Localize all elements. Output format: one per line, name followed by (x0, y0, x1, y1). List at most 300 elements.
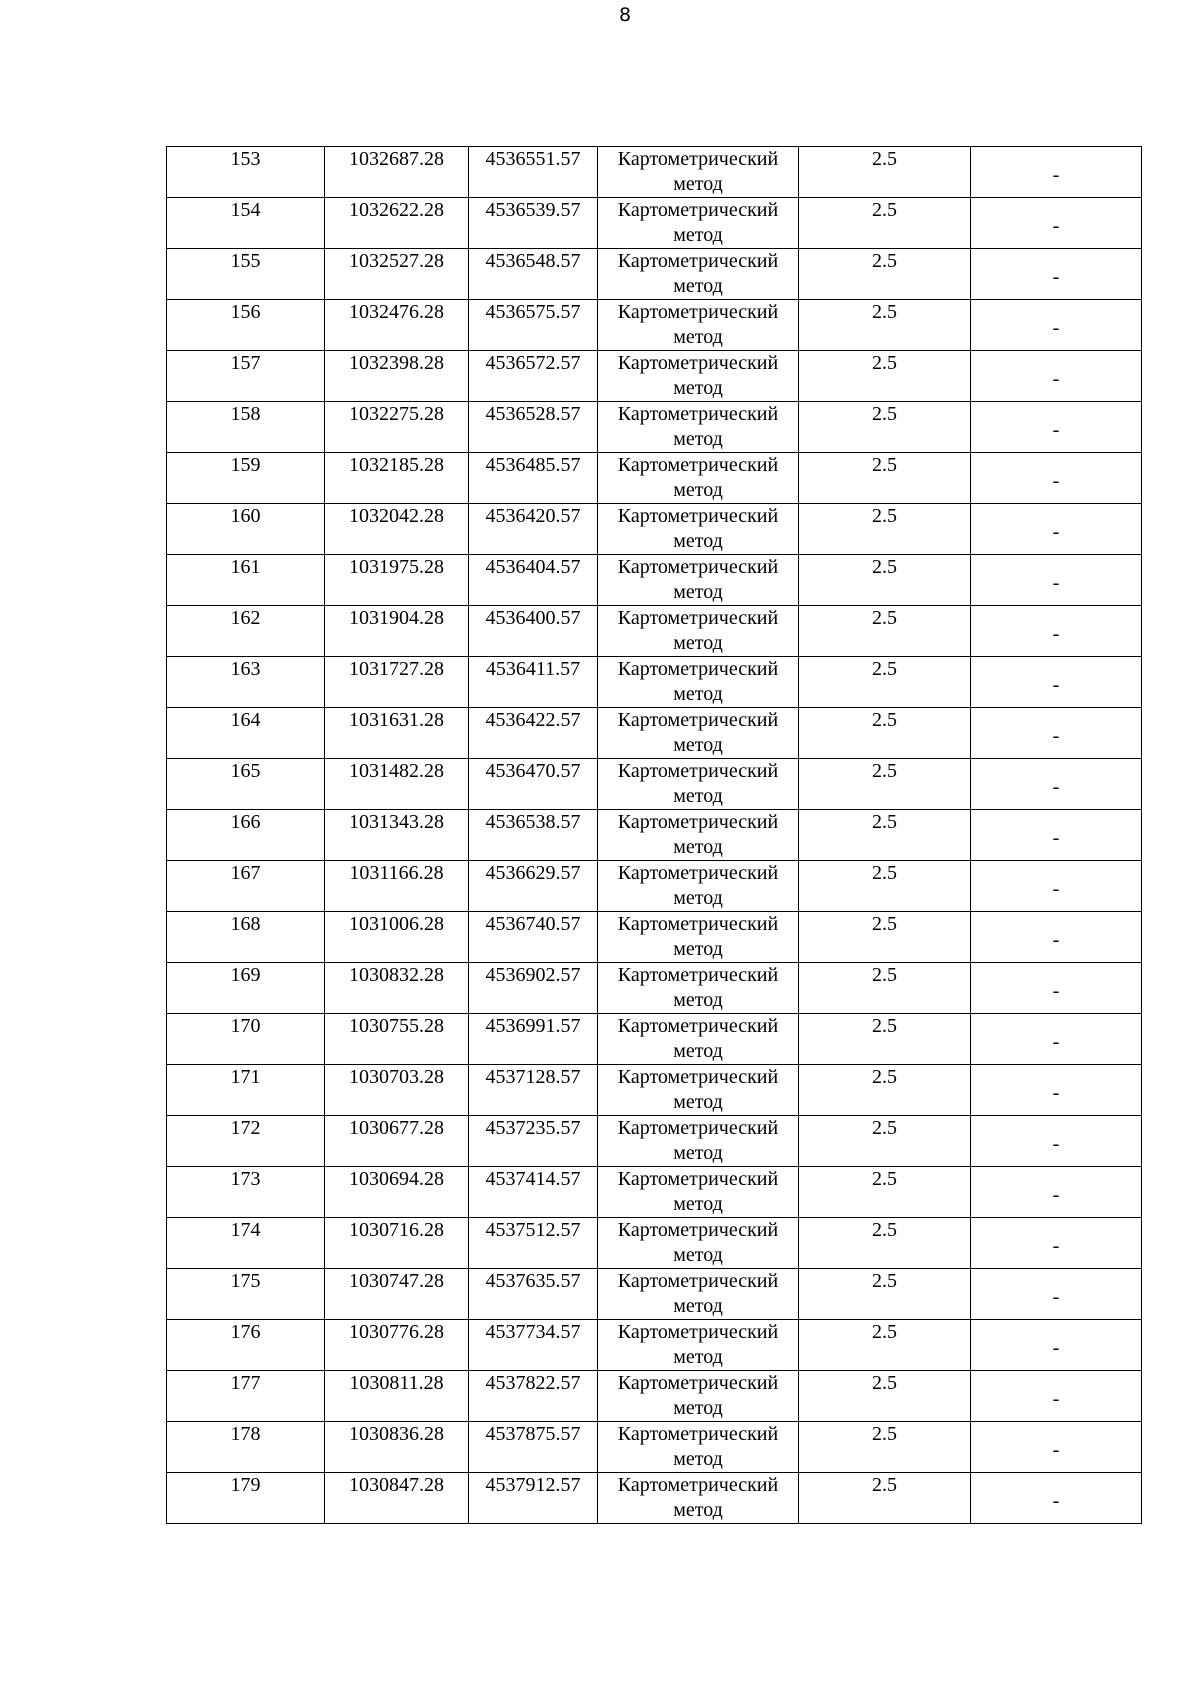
y-text: 4536538.57 (485, 811, 581, 833)
table-row (167, 1371, 1142, 1422)
num-text: 171 (230, 1066, 261, 1088)
accuracy-text: 2.5 (872, 964, 897, 986)
point-number-cell (167, 504, 325, 555)
num-text: 160 (230, 505, 261, 527)
x-coordinate-cell (325, 1014, 469, 1065)
point-number-cell (167, 300, 325, 351)
accuracy-text: 2.5 (872, 403, 897, 425)
num-text: 177 (230, 1372, 261, 1394)
point-number-cell (167, 351, 325, 402)
num-text: 164 (230, 709, 261, 731)
num-text: 153 (230, 148, 261, 170)
table-row (167, 249, 1142, 300)
y-coordinate-cell (469, 198, 598, 249)
accuracy-text: 2.5 (872, 913, 897, 935)
method-text: Картометрический метод (617, 760, 779, 807)
y-text: 4536575.57 (485, 301, 581, 323)
method-cell (598, 402, 799, 453)
y-coordinate-cell (469, 1269, 598, 1320)
y-text: 4537912.57 (485, 1474, 581, 1496)
method-cell (598, 1422, 799, 1473)
table-row (167, 1269, 1142, 1320)
note-cell (971, 198, 1142, 249)
accuracy-text: 2.5 (872, 1372, 897, 1394)
x-text: 1032042.28 (349, 505, 444, 527)
num-text: 154 (230, 199, 261, 221)
note-cell (971, 1065, 1142, 1116)
table-row (167, 912, 1142, 963)
note-text: - (1052, 469, 1060, 492)
num-text: 169 (230, 964, 261, 986)
note-cell (971, 453, 1142, 504)
x-coordinate-cell (325, 147, 469, 198)
x-text: 1032185.28 (349, 454, 444, 476)
method-text: Картометрический метод (617, 1423, 779, 1470)
accuracy-cell (799, 249, 971, 300)
num-text: 161 (230, 556, 261, 578)
method-text: Картометрический метод (617, 352, 779, 399)
x-coordinate-cell (325, 504, 469, 555)
method-cell (598, 810, 799, 861)
accuracy-cell (799, 657, 971, 708)
note-text: - (1052, 1438, 1060, 1461)
accuracy-cell (799, 810, 971, 861)
accuracy-cell (799, 708, 971, 759)
table-row (167, 351, 1142, 402)
y-text: 4537635.57 (485, 1270, 581, 1292)
point-number-cell (167, 708, 325, 759)
method-text: Картометрический метод (617, 862, 779, 909)
table-row (167, 504, 1142, 555)
y-text: 4536740.57 (485, 913, 581, 935)
table-row (167, 147, 1142, 198)
method-text: Картометрический метод (617, 250, 779, 297)
table-row (167, 1422, 1142, 1473)
y-coordinate-cell (469, 912, 598, 963)
num-text: 159 (230, 454, 261, 476)
y-coordinate-cell (469, 402, 598, 453)
point-number-cell (167, 1473, 325, 1524)
note-cell (971, 147, 1142, 198)
accuracy-cell (799, 1371, 971, 1422)
note-text: - (1052, 1030, 1060, 1053)
x-text: 1032687.28 (349, 148, 444, 170)
point-number-cell (167, 198, 325, 249)
method-text: Картометрический метод (617, 1015, 779, 1062)
num-text: 166 (230, 811, 261, 833)
num-text: 178 (230, 1423, 261, 1445)
x-coordinate-cell (325, 657, 469, 708)
note-cell (971, 504, 1142, 555)
x-text: 1031904.28 (349, 607, 444, 629)
point-number-cell (167, 759, 325, 810)
method-text: Картометрический метод (617, 1219, 779, 1266)
table-row (167, 1065, 1142, 1116)
num-text: 179 (230, 1474, 261, 1496)
y-text: 4536902.57 (485, 964, 581, 986)
note-cell (971, 1422, 1142, 1473)
x-text: 1031631.28 (349, 709, 444, 731)
table-row (167, 300, 1142, 351)
point-number-cell (167, 402, 325, 453)
note-text: - (1052, 826, 1060, 849)
y-coordinate-cell (469, 453, 598, 504)
table-row (167, 708, 1142, 759)
y-text: 4536539.57 (485, 199, 581, 221)
y-text: 4536420.57 (485, 505, 581, 527)
method-cell (598, 759, 799, 810)
accuracy-cell (799, 1473, 971, 1524)
x-coordinate-cell (325, 963, 469, 1014)
x-coordinate-cell (325, 1422, 469, 1473)
table-row (167, 198, 1142, 249)
x-text: 1030747.28 (349, 1270, 444, 1292)
y-text: 4537875.57 (485, 1423, 581, 1445)
note-text: - (1052, 571, 1060, 594)
y-coordinate-cell (469, 606, 598, 657)
point-number-cell (167, 1422, 325, 1473)
note-text: - (1052, 1387, 1060, 1410)
y-coordinate-cell (469, 1116, 598, 1167)
accuracy-text: 2.5 (872, 760, 897, 782)
note-cell (971, 1218, 1142, 1269)
table-row (167, 963, 1142, 1014)
method-text: Картометрический метод (617, 148, 779, 195)
table-row (167, 606, 1142, 657)
y-coordinate-cell (469, 759, 598, 810)
note-text: - (1052, 214, 1060, 237)
x-text: 1030677.28 (349, 1117, 444, 1139)
num-text: 174 (230, 1219, 261, 1241)
note-cell (971, 300, 1142, 351)
method-text: Картометрический метод (617, 1168, 779, 1215)
y-coordinate-cell (469, 351, 598, 402)
y-coordinate-cell (469, 1371, 598, 1422)
point-number-cell (167, 1014, 325, 1065)
table-row (167, 1014, 1142, 1065)
accuracy-cell (799, 351, 971, 402)
y-coordinate-cell (469, 1065, 598, 1116)
accuracy-cell (799, 504, 971, 555)
method-cell (598, 147, 799, 198)
point-number-cell (167, 147, 325, 198)
method-text: Картометрический метод (617, 964, 779, 1011)
accuracy-cell (799, 300, 971, 351)
method-cell (598, 861, 799, 912)
y-text: 4536572.57 (485, 352, 581, 374)
accuracy-text: 2.5 (872, 1117, 897, 1139)
x-text: 1032527.28 (349, 250, 444, 272)
note-text: - (1052, 979, 1060, 1002)
table-row (167, 453, 1142, 504)
accuracy-cell (799, 198, 971, 249)
y-coordinate-cell (469, 657, 598, 708)
method-cell (598, 1320, 799, 1371)
num-text: 157 (230, 352, 261, 374)
x-text: 1031482.28 (349, 760, 444, 782)
y-coordinate-cell (469, 810, 598, 861)
accuracy-cell (799, 1320, 971, 1371)
accuracy-cell (799, 1014, 971, 1065)
page-number: 8 (618, 4, 632, 26)
note-cell (971, 249, 1142, 300)
method-cell (598, 1065, 799, 1116)
x-text: 1030755.28 (349, 1015, 444, 1037)
point-number-cell (167, 249, 325, 300)
y-text: 4536548.57 (485, 250, 581, 272)
method-text: Картометрический метод (617, 1372, 779, 1419)
y-coordinate-cell (469, 708, 598, 759)
y-text: 4536422.57 (485, 709, 581, 731)
note-text: - (1052, 418, 1060, 441)
y-coordinate-cell (469, 861, 598, 912)
method-text: Картометрический метод (617, 199, 779, 246)
note-text: - (1052, 928, 1060, 951)
accuracy-cell (799, 606, 971, 657)
num-text: 155 (230, 250, 261, 272)
note-cell (971, 657, 1142, 708)
y-text: 4536551.57 (485, 148, 581, 170)
method-cell (598, 1167, 799, 1218)
note-text: - (1052, 1285, 1060, 1308)
x-coordinate-cell (325, 198, 469, 249)
note-text: - (1052, 1081, 1060, 1104)
x-text: 1030811.28 (349, 1372, 444, 1394)
note-text: - (1052, 316, 1060, 339)
note-text: - (1052, 367, 1060, 390)
num-text: 173 (230, 1168, 261, 1190)
method-cell (598, 198, 799, 249)
point-number-cell (167, 912, 325, 963)
method-text: Картометрический метод (617, 658, 779, 705)
note-cell (971, 1320, 1142, 1371)
accuracy-text: 2.5 (872, 148, 897, 170)
note-text: - (1052, 775, 1060, 798)
note-cell (971, 810, 1142, 861)
y-text: 4537734.57 (485, 1321, 581, 1343)
accuracy-cell (799, 453, 971, 504)
accuracy-cell (799, 1065, 971, 1116)
x-text: 1032275.28 (349, 403, 444, 425)
note-text: - (1052, 520, 1060, 543)
note-text: - (1052, 163, 1060, 186)
point-number-cell (167, 1065, 325, 1116)
y-coordinate-cell (469, 300, 598, 351)
num-text: 163 (230, 658, 261, 680)
x-text: 1031727.28 (349, 658, 444, 680)
y-text: 4536400.57 (485, 607, 581, 629)
note-text: - (1052, 1336, 1060, 1359)
method-cell (598, 1116, 799, 1167)
point-number-cell (167, 861, 325, 912)
table-row (167, 1473, 1142, 1524)
x-coordinate-cell (325, 249, 469, 300)
accuracy-text: 2.5 (872, 1015, 897, 1037)
point-number-cell (167, 1116, 325, 1167)
y-coordinate-cell (469, 1014, 598, 1065)
table-row (167, 1218, 1142, 1269)
method-cell (598, 912, 799, 963)
accuracy-text: 2.5 (872, 352, 897, 374)
point-number-cell (167, 1167, 325, 1218)
method-cell (598, 351, 799, 402)
x-coordinate-cell (325, 1320, 469, 1371)
x-text: 1032622.28 (349, 199, 444, 221)
note-cell (971, 963, 1142, 1014)
note-text: - (1052, 622, 1060, 645)
y-text: 4537128.57 (485, 1066, 581, 1088)
x-text: 1030832.28 (349, 964, 444, 986)
method-text: Картометрический метод (617, 1270, 779, 1317)
note-text: - (1052, 265, 1060, 288)
num-text: 175 (230, 1270, 261, 1292)
y-text: 4536629.57 (485, 862, 581, 884)
method-text: Картометрический метод (617, 607, 779, 654)
x-coordinate-cell (325, 300, 469, 351)
note-cell (971, 1014, 1142, 1065)
accuracy-text: 2.5 (872, 301, 897, 323)
num-text: 172 (230, 1117, 261, 1139)
note-cell (971, 708, 1142, 759)
x-coordinate-cell (325, 861, 469, 912)
y-text: 4536991.57 (485, 1015, 581, 1037)
method-text: Картометрический метод (617, 811, 779, 858)
accuracy-text: 2.5 (872, 556, 897, 578)
point-number-cell (167, 1269, 325, 1320)
method-cell (598, 657, 799, 708)
method-cell (598, 504, 799, 555)
x-coordinate-cell (325, 351, 469, 402)
num-text: 156 (230, 301, 261, 323)
method-text: Картометрический метод (617, 913, 779, 960)
note-cell (971, 1269, 1142, 1320)
table-row (167, 555, 1142, 606)
x-text: 1032476.28 (349, 301, 444, 323)
method-cell (598, 1371, 799, 1422)
point-number-cell (167, 555, 325, 606)
x-text: 1030836.28 (349, 1423, 444, 1445)
y-text: 4537414.57 (485, 1168, 581, 1190)
point-number-cell (167, 1371, 325, 1422)
x-text: 1031975.28 (349, 556, 444, 578)
accuracy-cell (799, 402, 971, 453)
x-coordinate-cell (325, 759, 469, 810)
method-cell (598, 1473, 799, 1524)
accuracy-cell (799, 963, 971, 1014)
x-text: 1030703.28 (349, 1066, 444, 1088)
x-coordinate-cell (325, 1371, 469, 1422)
note-cell (971, 912, 1142, 963)
x-coordinate-cell (325, 555, 469, 606)
y-coordinate-cell (469, 1422, 598, 1473)
table-row (167, 1116, 1142, 1167)
x-coordinate-cell (325, 912, 469, 963)
x-text: 1031343.28 (349, 811, 444, 833)
accuracy-text: 2.5 (872, 658, 897, 680)
table-row (167, 657, 1142, 708)
x-coordinate-cell (325, 606, 469, 657)
x-text: 1030694.28 (349, 1168, 444, 1190)
y-text: 4537822.57 (485, 1372, 581, 1394)
point-number-cell (167, 810, 325, 861)
x-coordinate-cell (325, 810, 469, 861)
accuracy-cell (799, 1422, 971, 1473)
x-coordinate-cell (325, 708, 469, 759)
note-cell (971, 555, 1142, 606)
method-cell (598, 1269, 799, 1320)
table-row (167, 402, 1142, 453)
x-coordinate-cell (325, 1116, 469, 1167)
num-text: 167 (230, 862, 261, 884)
table-row (167, 861, 1142, 912)
method-text: Картометрический метод (617, 709, 779, 756)
note-cell (971, 1167, 1142, 1218)
num-text: 168 (230, 913, 261, 935)
point-number-cell (167, 1218, 325, 1269)
y-text: 4537235.57 (485, 1117, 581, 1139)
note-cell (971, 861, 1142, 912)
method-text: Картометрический метод (617, 454, 779, 501)
accuracy-text: 2.5 (872, 199, 897, 221)
y-text: 4536411.57 (485, 658, 581, 680)
x-coordinate-cell (325, 1167, 469, 1218)
y-text: 4536404.57 (485, 556, 581, 578)
accuracy-text: 2.5 (872, 505, 897, 527)
point-number-cell (167, 963, 325, 1014)
y-text: 4536470.57 (485, 760, 581, 782)
y-text: 4536528.57 (485, 403, 581, 425)
y-coordinate-cell (469, 1473, 598, 1524)
note-text: - (1052, 1183, 1060, 1206)
y-coordinate-cell (469, 147, 598, 198)
accuracy-text: 2.5 (872, 709, 897, 731)
y-coordinate-cell (469, 555, 598, 606)
point-number-cell (167, 1320, 325, 1371)
x-coordinate-cell (325, 402, 469, 453)
accuracy-text: 2.5 (872, 1219, 897, 1241)
method-cell (598, 1014, 799, 1065)
note-cell (971, 1116, 1142, 1167)
y-coordinate-cell (469, 1218, 598, 1269)
x-text: 1031166.28 (349, 862, 444, 884)
x-coordinate-cell (325, 453, 469, 504)
num-text: 170 (230, 1015, 261, 1037)
accuracy-cell (799, 861, 971, 912)
accuracy-cell (799, 759, 971, 810)
point-number-cell (167, 657, 325, 708)
accuracy-text: 2.5 (872, 1474, 897, 1496)
note-cell (971, 1371, 1142, 1422)
method-text: Картометрический метод (617, 301, 779, 348)
accuracy-cell (799, 1116, 971, 1167)
x-coordinate-cell (325, 1218, 469, 1269)
accuracy-cell (799, 147, 971, 198)
method-cell (598, 606, 799, 657)
coordinates-table-body (167, 147, 1142, 1524)
y-coordinate-cell (469, 1167, 598, 1218)
accuracy-cell (799, 912, 971, 963)
num-text: 165 (230, 760, 261, 782)
y-text: 4537512.57 (485, 1219, 581, 1241)
accuracy-text: 2.5 (872, 454, 897, 476)
table-row (167, 810, 1142, 861)
accuracy-text: 2.5 (872, 1168, 897, 1190)
accuracy-text: 2.5 (872, 250, 897, 272)
method-text: Картометрический метод (617, 1474, 779, 1521)
y-coordinate-cell (469, 963, 598, 1014)
note-text: - (1052, 877, 1060, 900)
method-text: Картометрический метод (617, 403, 779, 450)
